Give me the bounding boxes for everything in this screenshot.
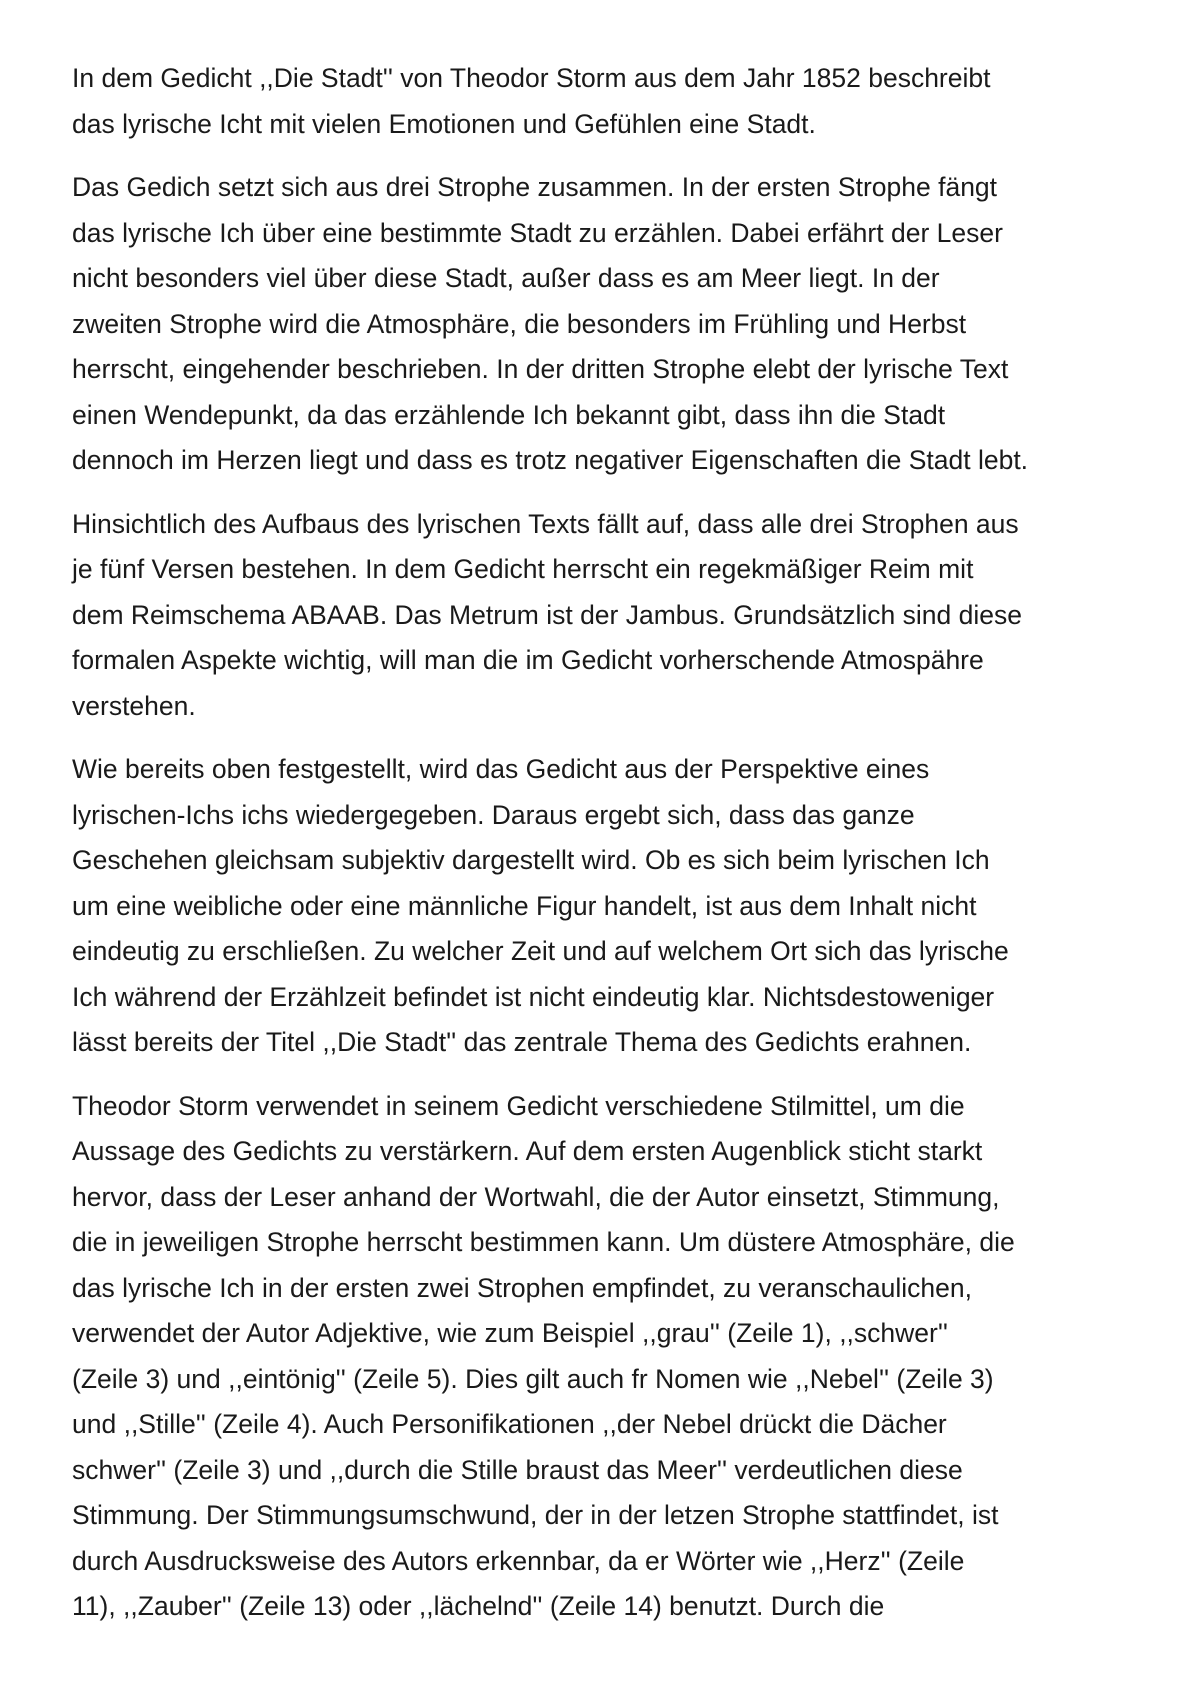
text-line: schwer'' (Zeile 3) und ,,durch die Stille braust das Meer'' verdeutlichen diese bbox=[72, 1454, 963, 1485]
paragraph-introduction bbox=[72, 56, 1142, 147]
text-line: Wie bereits oben festgestellt, wird das Gedicht aus der Perspektive eines bbox=[72, 754, 930, 784]
text-line: 11), ,,Zauber'' (Zeile 13) oder ,,lächelnd'' (Zeile 14) benutzt. Durch die bbox=[72, 1591, 885, 1621]
text-line: hervor, dass der Leser anhand der Wortwahl, die der Autor einsetzt, Stimmung, bbox=[72, 1181, 1000, 1212]
text-line: je fünf Versen bestehen. In dem Gedicht herrscht ein regekmäßiger Reim mit bbox=[72, 554, 974, 584]
text-line: lyrischen-Ichs ichs wiedergegeben. Daraus ergebt sich, dass das ganze bbox=[72, 799, 915, 830]
paragraph-content-summary bbox=[72, 165, 1142, 484]
text-line: (Zeile 3) und ,,eintönig'' (Zeile 5). Dies gilt auch fr Nomen wie ,,Nebel'' (Zeile 3) bbox=[72, 1363, 994, 1394]
text-line: eindeutig zu erschließen. Zu welcher Zeit und auf welchem Ort sich das lyrische bbox=[72, 936, 1009, 966]
text-line: das lyrische Ich in der ersten zwei Strophen empfindet, zu veranschaulichen, bbox=[72, 1272, 973, 1303]
document-page bbox=[72, 56, 1142, 1648]
text-line: In dem Gedicht ,,Die Stadt'' von Theodor Storm aus dem Jahr 1852 beschreibt bbox=[72, 63, 991, 93]
text-line: Das Gedich setzt sich aus drei Strophe zusammen. In der ersten Strophe fängt bbox=[72, 172, 998, 202]
text-line: verwendet der Autor Adjektive, wie zum Beispiel ,,grau'' (Zeile 1), ,,schwer'' bbox=[72, 1318, 948, 1348]
text-line: einen Wendepunkt, da das erzählende Ich bekannt gibt, dass ihn die Stadt bbox=[72, 399, 946, 430]
text-line: Theodor Storm verwendet in seinem Gedicht verschiedene Stilmittel, um die bbox=[72, 1090, 965, 1121]
text-line: und ,,Stille'' (Zeile 4). Auch Personifikationen ,,der Nebel drückt die Dächer bbox=[72, 1409, 947, 1439]
text-line: zweiten Strophe wird die Atmosphäre, die besonders im Frühling und Herbst bbox=[72, 308, 967, 339]
text-line: Stimmung. Der Stimmungsumschwund, der in der letzen Strophe stattfindet, ist bbox=[72, 1500, 999, 1530]
text-line: Aussage des Gedichts zu verstärkern. Auf dem ersten Augenblick sticht starkt bbox=[72, 1136, 983, 1166]
text-line: dennoch im Herzen liegt und dass es trotz negativer Eigenschaften die Stadt lebt. bbox=[72, 445, 1029, 475]
text-line: durch Ausdrucksweise des Autors erkennbar, da er Wörter wie ,,Herz'' (Zeile bbox=[72, 1545, 965, 1576]
text-line: das lyrische Ich über eine bestimmte Stadt zu erzählen. Dabei erfährt der Leser bbox=[72, 217, 1003, 248]
text-line: die in jeweiligen Strophe herrscht bestimmen kann. Um düstere Atmosphäre, die bbox=[72, 1227, 1015, 1257]
text-line: formalen Aspekte wichtig, will man die im Gedicht vorherschende Atmospähre bbox=[72, 645, 984, 675]
text-line: verstehen. bbox=[72, 690, 196, 721]
text-line: dem Reimschema ABAAB. Das Metrum ist der Jambus. Grundsätzlich sind diese bbox=[72, 599, 1022, 630]
paragraph-stylistic-devices bbox=[72, 1084, 1142, 1630]
text-line: lässt bereits der Titel ,,Die Stadt'' das zentrale Thema des Gedichts erahnen. bbox=[72, 1027, 972, 1057]
text-line: nicht besonders viel über diese Stadt, außer dass es am Meer liegt. In der bbox=[72, 263, 940, 293]
paragraph-structure bbox=[72, 502, 1142, 730]
text-line: das lyrische Icht mit vielen Emotionen und Gefühlen eine Stadt. bbox=[72, 108, 816, 139]
text-line: Ich während der Erzählzeit befindet ist nicht eindeutig klar. Nichtsdestoweniger bbox=[72, 981, 995, 1012]
text-line: um eine weibliche oder eine männliche Figur handelt, ist aus dem Inhalt nicht bbox=[72, 890, 977, 921]
text-line: Hinsichtlich des Aufbaus des lyrischen Texts fällt auf, dass alle drei Strophen aus bbox=[72, 508, 1019, 539]
text-line: herrscht, eingehender beschrieben. In der dritten Strophe elebt der lyrische Text bbox=[72, 354, 1009, 384]
text-line: Geschehen gleichsam subjektiv dargestellt wird. Ob es sich beim lyrischen Ich bbox=[72, 845, 990, 875]
paragraph-perspective bbox=[72, 747, 1142, 1066]
